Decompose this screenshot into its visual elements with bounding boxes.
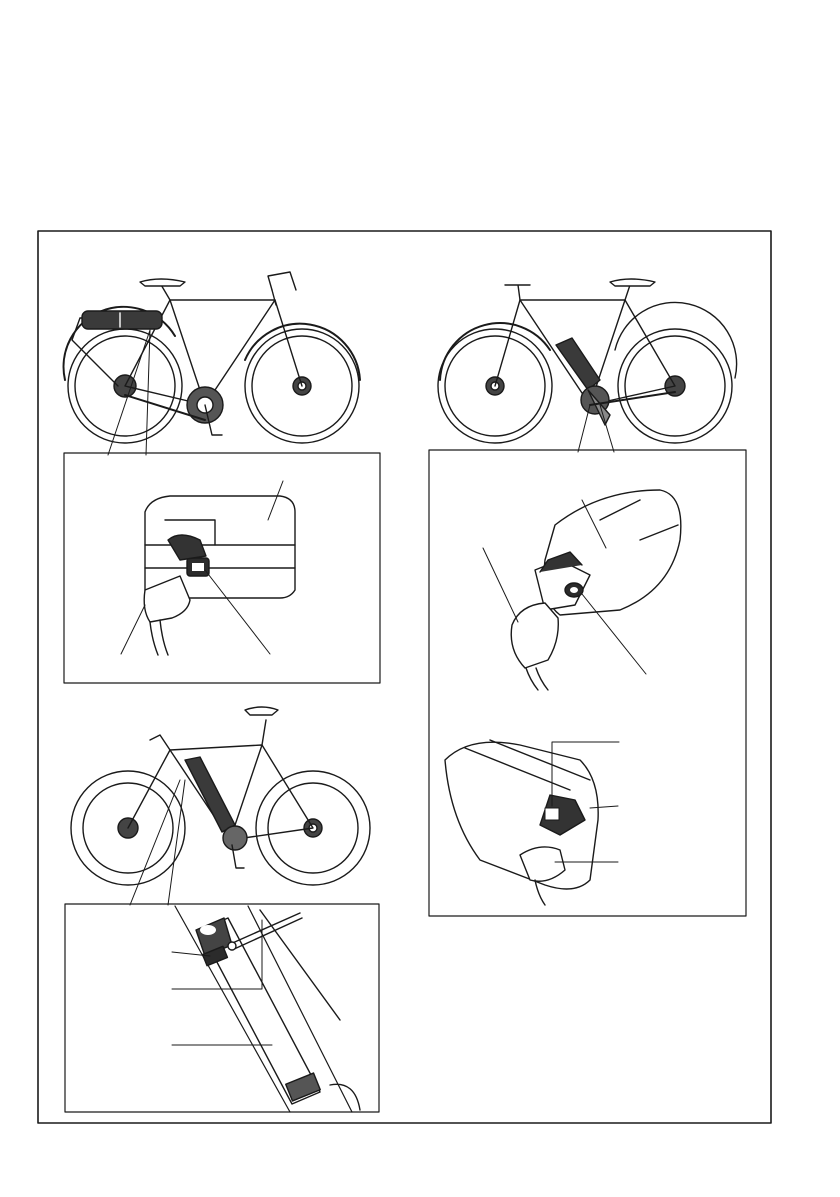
integrated-battery: [185, 757, 235, 832]
figure-frame: [38, 231, 771, 1123]
bike-downtube-battery: [438, 279, 737, 452]
bike-rear-rack-battery: [64, 272, 360, 455]
detail-rear-rack-socket: [64, 453, 380, 683]
detail-downtube-socket: [429, 450, 746, 916]
detail-integrated-socket: [65, 904, 379, 1112]
charger-plug: [511, 603, 558, 668]
rear-rack-battery: [82, 311, 162, 329]
bike-integrated-battery: [71, 707, 370, 905]
